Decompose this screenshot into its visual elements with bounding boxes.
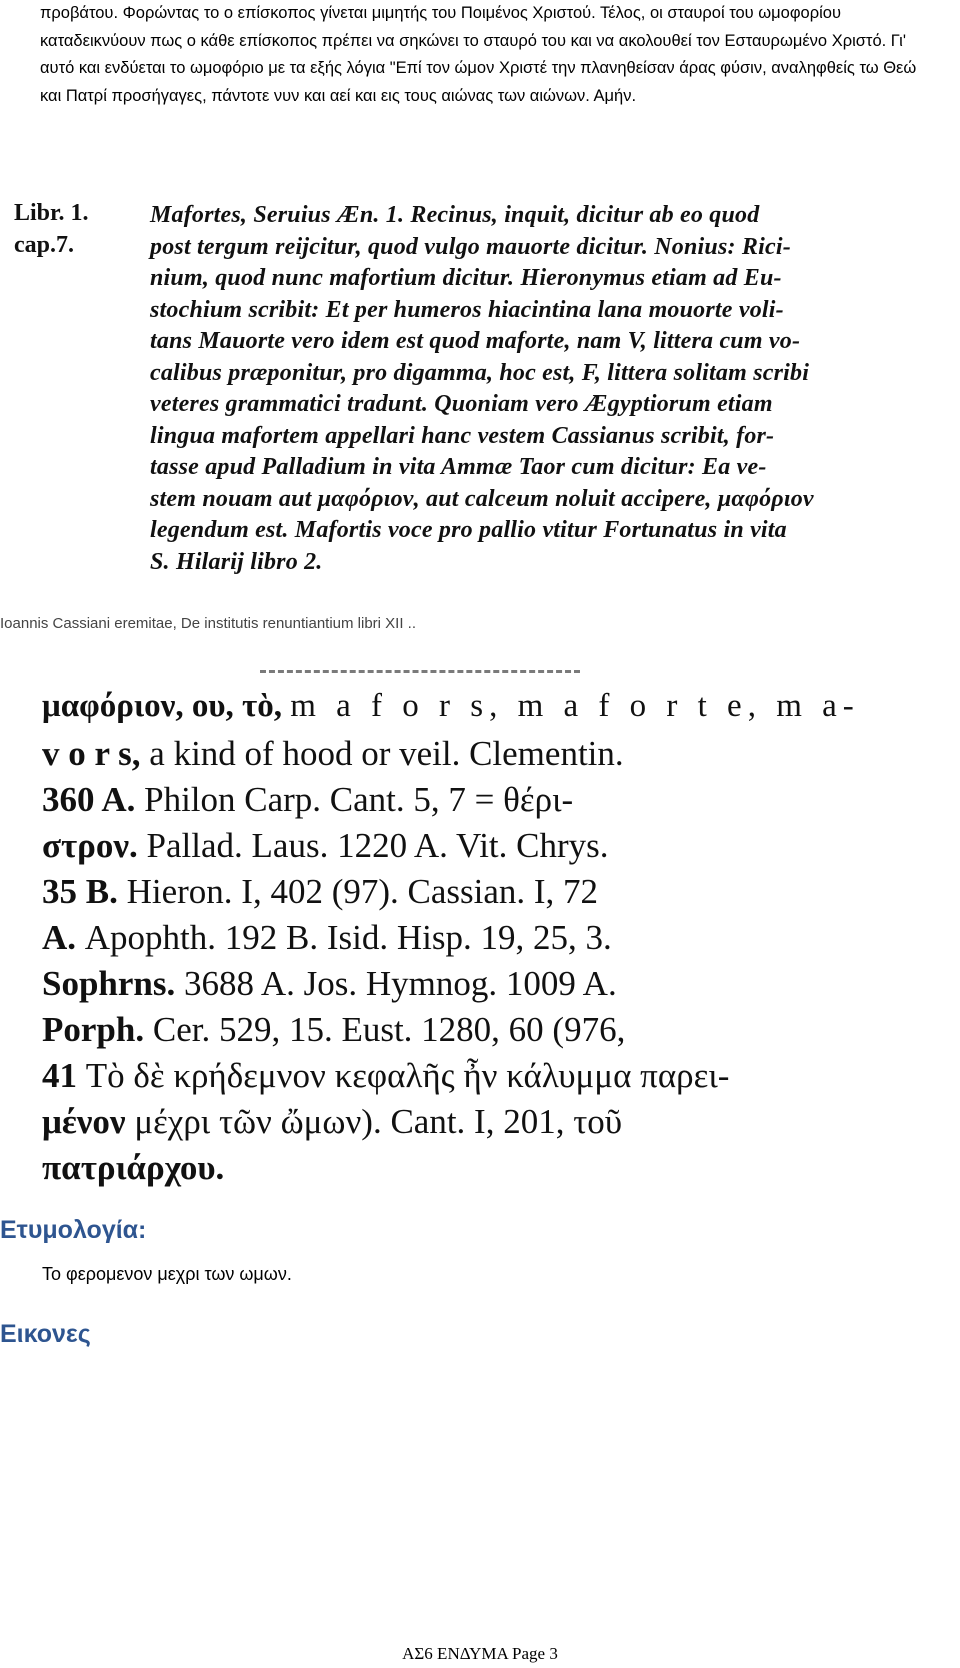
lexicon-line-lead: 35 B.: [42, 872, 127, 911]
latin-text-block: [150, 192, 825, 587]
latin-text-line: legendum est. Mafortis voce pro pallio vtitur Fortunatus in vita: [150, 517, 787, 543]
lexicon-line-lead: Porph.: [42, 1010, 153, 1049]
latin-text-line: veteres grammatici tradunt. Quoniam vero Ægyptiorum etiam: [150, 391, 773, 417]
margin-note-chapter: cap.7.: [14, 232, 74, 258]
latin-text-line: lingua mafortem appellari hanc vestem Cassianus scribit, for-: [150, 422, 775, 449]
lexicon-text-line: [42, 734, 624, 774]
lexicon-line-rest: Apophth. 192 B. Isid. Hisp. 19, 25, 3.: [84, 918, 612, 957]
latin-text-line: nium, quod nunc mafortium dicitur. Hieronymus etiam ad Eu-: [150, 265, 782, 291]
latin-text-line: stem nouam aut μαφόριον, aut calceum noluit accipere, μαφόριον: [150, 485, 814, 512]
lexicon-text-line: [42, 688, 860, 725]
latin-text-line: Mafortes, Seruius Æn. 1. Recinus, inquit, dicitur ab eo quod: [150, 202, 760, 228]
etymology-text: Το φερομενον μεχρι των ωμων.: [42, 1264, 292, 1284]
image-caption: Ioannis Cassiani eremitae, De institutis renuntiantium libri XII ..: [0, 615, 417, 632]
lexicon-line-rest: Hieron. I, 402 (97). Cassian. I, 72: [126, 872, 599, 911]
latin-text-line: post tergum reijcitur, quod vulgo mauorte dicitur. Nonius: Rici-: [150, 233, 791, 260]
margin-note-book: Libr. 1.: [14, 200, 89, 226]
lexicon-text-line: [42, 1056, 729, 1096]
lexicon-line-lead: μαφόριον, ου, τὸ,: [42, 688, 291, 724]
lexicon-line-rest: Τὸ δὲ κρήδεμνον κεφαλῆς ἦν κάλυμμα παρει-: [85, 1056, 730, 1095]
lexicon-line-lead: στρον.: [42, 826, 147, 865]
latin-text-line: S. Hilarij libro 2.: [150, 548, 323, 575]
lexicon-text-line: [42, 918, 612, 958]
lexicon-line-rest: a kind of hood or veil. Clementin.: [149, 734, 624, 773]
latin-text-line: tasse apud Palladium in vita Ammæ Taor cum dicitur: Ea ve-: [150, 454, 767, 480]
lexicon-line-rest: 3688 A. Jos. Hymnog. 1009 A.: [184, 964, 617, 1003]
lexicon-line-lead: Sophrns.: [42, 964, 185, 1003]
lexicon-line-lead: A.: [42, 918, 85, 957]
lexicon-line-lead: μένον: [42, 1102, 135, 1141]
lexicon-text-line: [42, 964, 617, 1004]
lexicon-line-lead: πατριάρχου.: [42, 1148, 225, 1187]
lexicon-line-rest: Philon Carp. Cant. 5, 7 = θέρι-: [144, 780, 574, 819]
lexicon-line-rest: μέχρι τῶν ὤμων). Cant. I, 201, τοῦ: [134, 1102, 623, 1141]
latin-text-line: calibus præponitur, pro digamma, hoc est, F, littera solitam scribi: [150, 359, 810, 386]
lexicon-line-rest: Cer. 529, 15. Eust. 1280, 60 (976,: [152, 1010, 626, 1049]
lexicon-text-line: [42, 1102, 622, 1142]
lexicon-text-line: [42, 1010, 625, 1050]
cropped-line-fragment: [260, 670, 580, 683]
images-heading: Εικονες: [0, 1320, 91, 1348]
latin-scan-image: [10, 192, 825, 587]
lexicon-line-rest: m a f o r s, m a f o r t e, m a-: [290, 688, 860, 724]
etymology-heading: Ετυμολογία:: [0, 1216, 147, 1244]
lexicon-line-lead: 360 A.: [42, 780, 145, 819]
lexicon-scan-image: [30, 670, 890, 1215]
lexicon-text-line: [42, 872, 598, 912]
latin-text-line: tans Mauorte vero idem est quod maforte, nam V, littera cum vo-: [150, 328, 801, 354]
lexicon-text-line: [42, 826, 609, 866]
page-footer: ΑΣ6 ΕΝΔΥΜΑ Page 3: [402, 1644, 558, 1663]
lexicon-line-lead: 41: [42, 1056, 86, 1095]
intro-paragraph: προβάτου. Φορώντας το ο επίσκοπος γίνεται μιμητής του Ποιμένος Χριστού. Τέλος, οι σταυροί του ωμοφορίου καταδεικνύουν πως ο κάθε επίσκοπος πρέπει να σηκώνει το σταυρό του και να ακολουθεί τον Εσταυρωμένο Χριστό. Γι' αυτό και ενδύεται το ωμοφόριο με τα εξής λόγια "Επί τον ώμον Χριστέ την πλανηθείσαν άρας φύσιν, αναληφθείς τω Θεώ και Πατρί προσήγαγες, πάντοτε νυν και αεί και εις τους αιώνας των αιώνων. Αμήν.: [40, 4, 917, 105]
lexicon-text-line: [42, 1148, 224, 1188]
lexicon-line-rest: Pallad. Laus. 1220 A. Vit. Chrys.: [146, 826, 609, 865]
lexicon-line-lead: v o r s,: [42, 734, 150, 773]
lexicon-text-line: [42, 780, 573, 820]
latin-text-line: stochium scribit: Et per humeros hiacintina lana mouorte voli-: [150, 296, 784, 323]
